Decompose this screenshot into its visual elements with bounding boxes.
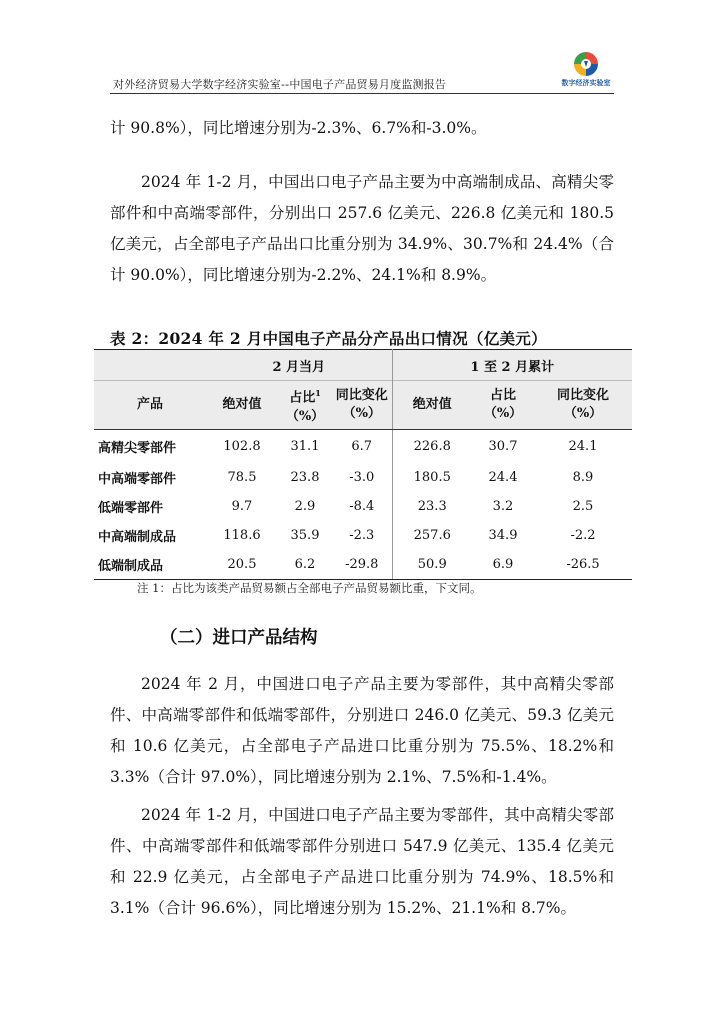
cell-month-abs: 102.8 (223, 438, 261, 454)
row-product-name: 低端制成品 (94, 550, 206, 580)
export-table (94, 349, 632, 580)
col-header-cum-share: 占比 （%） (472, 381, 534, 430)
cell-cum-abs: 180.5 (413, 469, 451, 485)
cell-cum-abs: 226.8 (413, 438, 451, 454)
cell-month-abs: 20.5 (206, 550, 278, 580)
cell-month-abs: 118.6 (223, 527, 261, 543)
cell-cum-share: 30.7 (488, 438, 518, 454)
col-header-month-share: 占比$^1$ （%） (278, 381, 332, 430)
cell-month-share: 6.2 (278, 550, 332, 580)
cell-cum-share: 6.9 (472, 550, 534, 580)
table-column-header-row (94, 381, 632, 430)
header-rule (110, 93, 614, 94)
cell-cum-yoy: 8.9 (572, 469, 594, 485)
row-product-name: 中高端零部件 (98, 471, 177, 487)
cell-cum-abs: 50.9 (392, 550, 472, 580)
cell-cum-yoy: -2.2 (570, 527, 596, 543)
col-header-month-abs: 绝对值 (206, 381, 278, 430)
group-header-cumulative: 1 至 2 月累计 (392, 350, 632, 381)
paragraph-import-jan-feb: 2024 年 1-2 月，中国进口电子产品主要为零部件，其中高精尖零部件、中高端零部件和低端零部件分别进口 547.9 亿美元、135.4 亿美元和 22.9 亿美元，占全部电子产品进口比重分别为 74.9%、18.5%和 3.1%（合计 96.6%），同比增速分别为 15.2%、21.1%和 8.7%。 (110, 806, 614, 917)
row-product-name: 低端零部件 (98, 500, 164, 516)
row-product-name: 中高端制成品 (98, 529, 177, 545)
col-header-month-yoy: 同比变化 （%） (332, 381, 392, 430)
paragraph-export-jan-feb: 2024 年 1-2 月，中国出口电子产品主要为中高端制成品、高精尖零部件和中高端零部件，分别出口 257.6 亿美元、226.8 亿美元和 180.5 亿美元，占全部电子产品出口比重分别为 34.9%、30.7%和 24.4%（合计 90.0%），同比增速分别为-2.2%、24.1%和 8.9%。 (110, 173, 614, 284)
cell-cum-abs: 23.3 (417, 498, 447, 514)
cell-month-yoy: -29.8 (332, 550, 392, 580)
cell-month-share: 35.9 (290, 527, 320, 543)
cell-cum-yoy: 24.1 (568, 438, 598, 454)
cell-cum-yoy: -26.5 (534, 550, 632, 580)
table-group-header-row (94, 350, 632, 381)
table-caption: 表 2：2024 年 2 月中国电子产品分产品出口情况（亿美元） (110, 329, 547, 348)
cell-cum-share: 34.9 (488, 527, 518, 543)
cell-cum-share: 24.4 (488, 469, 518, 485)
col-header-cum-abs: 绝对值 (392, 381, 472, 430)
section-title: （二）进口产品结构 (160, 628, 318, 648)
col-header-cum-yoy: 同比变化 （%） (534, 381, 632, 430)
paragraph-continuation: 计 90.8%），同比增速分别为-2.3%、6.7%和-3.0%。 (110, 119, 487, 137)
cell-month-yoy: -8.4 (332, 492, 392, 521)
table-row (94, 521, 632, 550)
cell-month-yoy: 6.7 (332, 430, 392, 463)
table-row (94, 463, 632, 492)
cell-cum-yoy: 2.5 (572, 498, 594, 514)
group-header-month: 2 月当月 (206, 350, 392, 381)
cell-month-abs: 9.7 (231, 498, 253, 514)
table-row (94, 492, 632, 521)
paragraph-import-feb: 2024 年 2 月，中国进口电子产品主要为零部件，其中高精尖零部件、中高端零部件和低端零部件，分别进口 246.0 亿美元、59.3 亿美元和 10.6 亿美元，占全部电子产品进口比重分别为 75.5%、18.2%和 3.3%（合计 97.0%），同比增速分别为 2.1%、7.5%和-1.4%。 (110, 675, 614, 786)
report-header-title: 对外经济贸易大学数字经济实验室--中国电子产品贸易月度监测报告 (113, 78, 447, 91)
cell-month-abs: 78.5 (227, 469, 257, 485)
cell-cum-share: 3.2 (492, 498, 514, 514)
row-product-name: 高精尖零部件 (98, 440, 177, 456)
logo-caption: 数字经济实验室 (561, 79, 611, 87)
cell-month-share: 31.1 (290, 438, 320, 454)
table-footnote: 注 1：占比为该类产品贸易额占全部电子产品贸易额比重，下文同。 (137, 581, 482, 595)
blank-corner-cell (94, 350, 206, 381)
cell-month-share: 2.9 (294, 498, 316, 514)
cell-cum-abs: 257.6 (413, 527, 451, 543)
cell-month-yoy: -3.0 (332, 463, 392, 492)
cell-month-yoy: -2.3 (332, 521, 392, 550)
table-row (94, 430, 632, 463)
cell-month-share: 23.8 (290, 469, 320, 485)
table-row (94, 550, 632, 580)
col-header-product: 产品 (94, 381, 206, 430)
